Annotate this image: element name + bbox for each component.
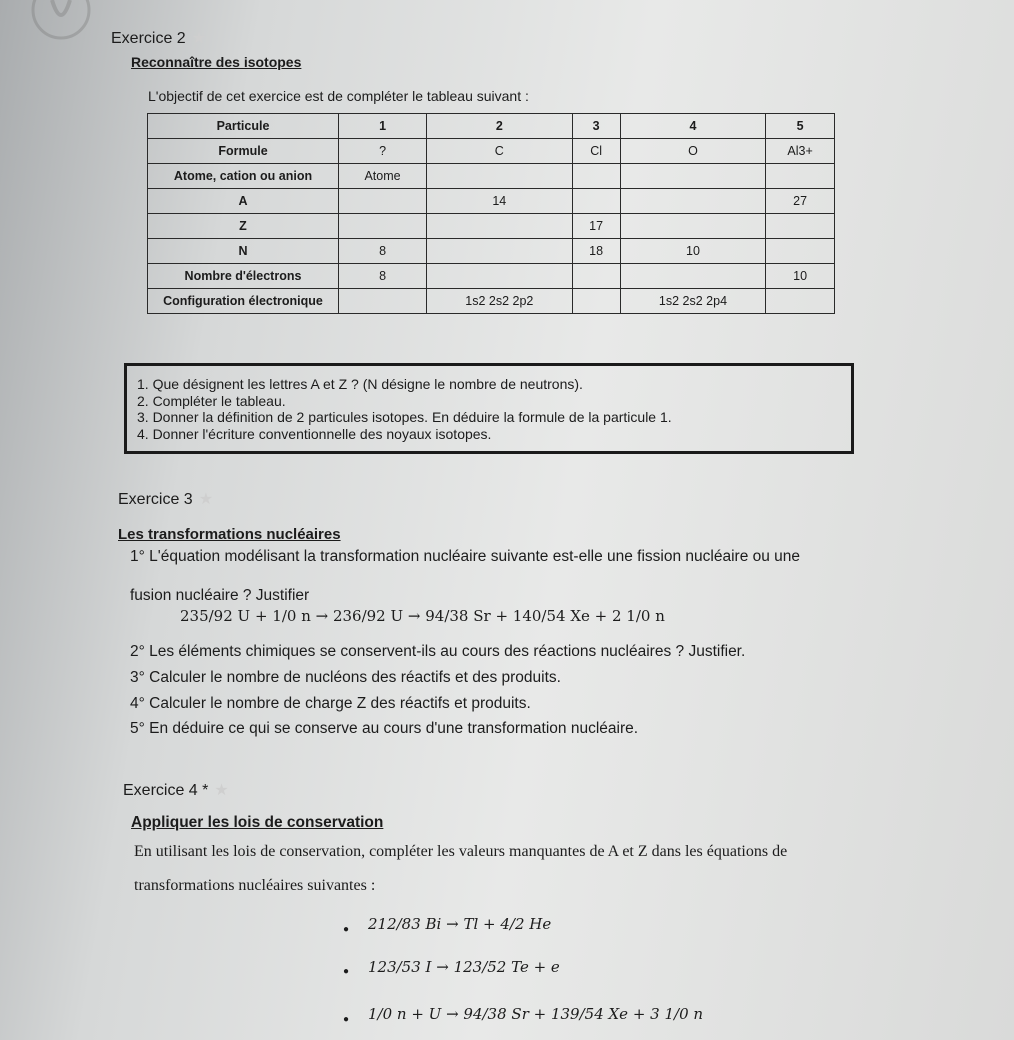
- question-item: 1. Que désignent les lettres A et Z ? (N désigne le nombre de neutrons).: [137, 376, 583, 392]
- table-cell: 14: [427, 189, 572, 214]
- exercise-2-title: Exercice 2 ★: [111, 30, 207, 47]
- table-cell: [339, 289, 427, 314]
- table-cell: 18: [572, 239, 620, 264]
- table-cell: [766, 164, 835, 189]
- table-cell: [620, 264, 765, 289]
- table-cell: [339, 189, 427, 214]
- table-cell: [427, 264, 572, 289]
- table-cell: Cl: [572, 139, 620, 164]
- table-cell: 1: [339, 114, 427, 139]
- fission-equation: 235/92 U + 1/0 n → 236/92 U → 94/38 Sr + 140/54 Xe + 2 1/0 n: [180, 607, 665, 625]
- star-icon: ★: [214, 782, 229, 799]
- exercise-4-intro-line1: En utilisant les lois de conservation, compléter les valeurs manquantes de A et Z dans les équations de: [134, 843, 788, 860]
- bullet-icon: ●: [343, 924, 350, 935]
- table-cell: 1s2 2s2 2p4: [620, 289, 765, 314]
- table-cell: Atome, cation ou anion: [148, 164, 339, 189]
- table-cell: [620, 189, 765, 214]
- exercise-4-heading: Appliquer les lois de conservation: [131, 814, 384, 831]
- table-cell: Particule: [148, 114, 339, 139]
- table-cell: [766, 214, 835, 239]
- question-item: 5° En déduire ce qui se conserve au cours d'une transformation nucléaire.: [130, 720, 639, 737]
- table-cell: 27: [766, 189, 835, 214]
- table-cell: [427, 239, 572, 264]
- question-item: 3. Donner la définition de 2 particules isotopes. En déduire la formule de la particule 1.: [137, 409, 672, 425]
- table-cell: [339, 214, 427, 239]
- table-cell: Configuration électronique: [148, 289, 339, 314]
- table-cell: C: [427, 139, 572, 164]
- table-cell: Atome: [339, 164, 427, 189]
- isotope-table: [147, 113, 835, 314]
- table-cell: ?: [339, 139, 427, 164]
- table-cell: [572, 289, 620, 314]
- exercise-3-q1-line2: fusion nucléaire ? Justifier: [130, 587, 310, 604]
- exercise-4-intro-line2: transformations nucléaires suivantes :: [134, 877, 376, 894]
- table-cell: 8: [339, 264, 427, 289]
- table-cell: [427, 164, 572, 189]
- table-row: [148, 114, 835, 139]
- exercise-3-title: Exercice 3 ★: [118, 491, 214, 508]
- reaction-item: 1/0 n + U → 94/38 Sr + 139/54 Xe + 3 1/0 n: [368, 1005, 704, 1023]
- table-cell: Z: [148, 214, 339, 239]
- table-row: [148, 214, 835, 239]
- table-cell: [620, 164, 765, 189]
- question-item: 3° Calculer le nombre de nucléons des réactifs et des produits.: [130, 669, 561, 686]
- exercise-2-intro: L'objectif de cet exercice est de compléter le tableau suivant :: [148, 88, 529, 104]
- table-cell: 5: [766, 114, 835, 139]
- table-row: [148, 139, 835, 164]
- table-cell: [766, 289, 835, 314]
- table-row: [148, 289, 835, 314]
- table-cell: Al3+: [766, 139, 835, 164]
- table-cell: A: [148, 189, 339, 214]
- table-cell: 17: [572, 214, 620, 239]
- exercise-2-heading: Reconnaître des isotopes: [131, 54, 302, 70]
- table-cell: O: [620, 139, 765, 164]
- table-row: [148, 189, 835, 214]
- table-cell: Nombre d'électrons: [148, 264, 339, 289]
- star-icon: ★: [198, 491, 214, 508]
- table-cell: 2: [427, 114, 572, 139]
- question-item: 2. Compléter le tableau.: [137, 392, 286, 409]
- table-row: [148, 264, 835, 289]
- table-cell: Formule: [148, 139, 339, 164]
- table-cell: 4: [620, 114, 765, 139]
- table-cell: 3: [572, 114, 620, 139]
- reaction-item: 123/53 I → 123/52 Te + e: [368, 958, 560, 976]
- exercise-3-q1-line1: 1° L'équation modélisant la transformation nucléaire suivante est-elle une fission nucléaire ou une: [130, 548, 801, 565]
- table-cell: N: [148, 239, 339, 264]
- table-cell: 1s2 2s2 2p2: [427, 289, 572, 314]
- table-row: [148, 239, 835, 264]
- table-cell: [427, 214, 572, 239]
- table-cell: [572, 264, 620, 289]
- school-logo-icon: [30, 0, 92, 40]
- table-cell: [766, 239, 835, 264]
- table-row: [148, 164, 835, 189]
- exercise-4-title: Exercice 4 * ★: [123, 782, 229, 799]
- question-item: 2° Les éléments chimiques se conservent-ils au cours des réactions nucléaires ? Justifier.: [130, 643, 746, 660]
- star-icon: ★: [191, 30, 207, 47]
- exercise-3-heading: Les transformations nucléaires: [118, 526, 341, 543]
- table-cell: [572, 189, 620, 214]
- table-cell: [572, 164, 620, 189]
- bullet-icon: ●: [343, 966, 350, 977]
- table-cell: 8: [339, 239, 427, 264]
- table-cell: 10: [620, 239, 765, 264]
- question-item: 4. Donner l'écriture conventionnelle des noyaux isotopes.: [137, 425, 492, 442]
- reaction-item: 212/83 Bi → Tl + 4/2 He: [368, 915, 552, 933]
- question-item: 4° Calculer le nombre de charge Z des réactifs et produits.: [130, 695, 531, 712]
- bullet-icon: ●: [343, 1014, 350, 1025]
- table-cell: [620, 214, 765, 239]
- table-cell: 10: [766, 264, 835, 289]
- exercise-2-questions-box: [124, 363, 854, 454]
